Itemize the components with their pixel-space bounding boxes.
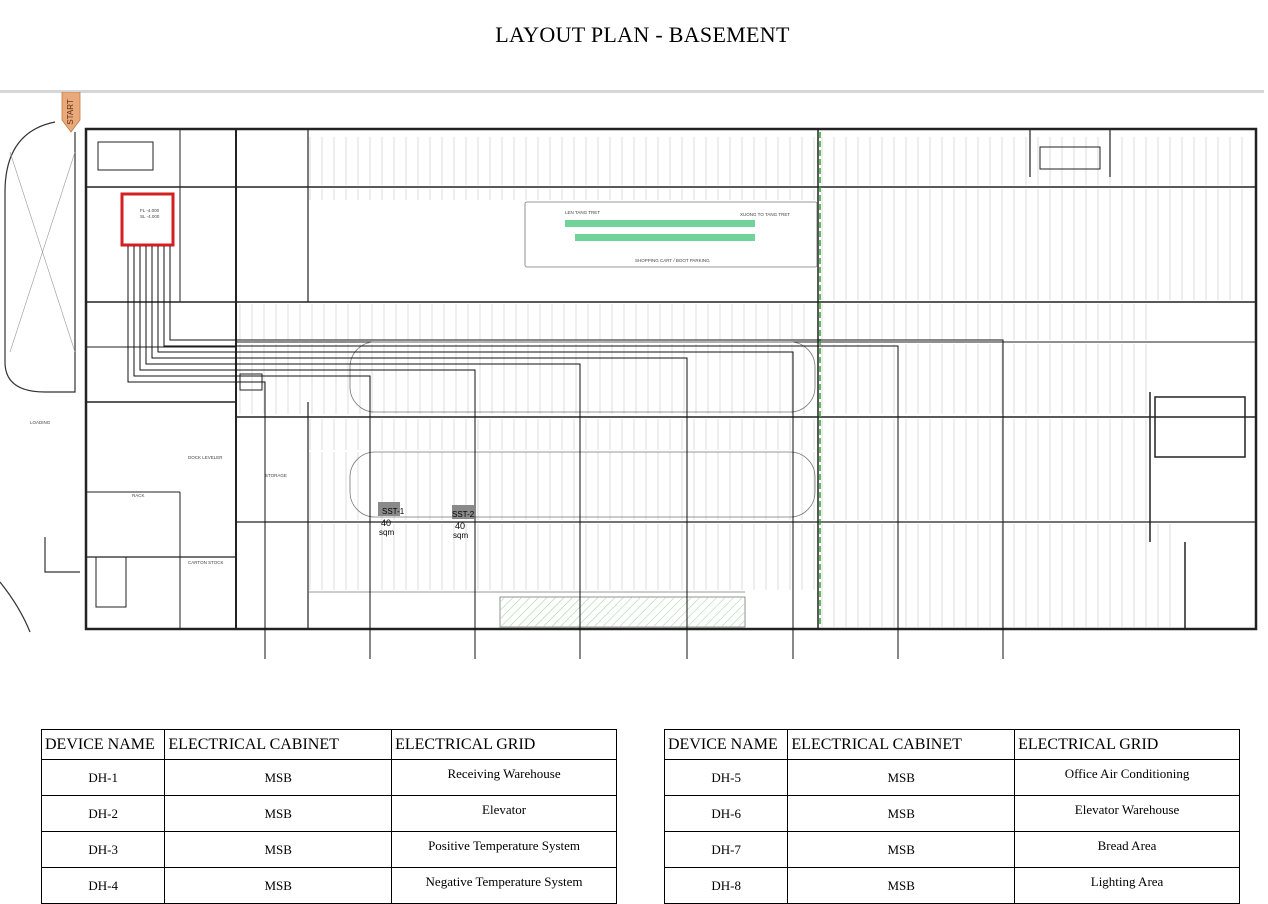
table-row (42, 796, 617, 832)
ramp-bar (575, 234, 755, 241)
basement-floor-plan (0, 92, 1268, 667)
store-sst-1 (378, 502, 405, 537)
device-name-cell: DH-5 (665, 760, 788, 796)
cabinet-cell: MSB (788, 760, 1015, 796)
svg-text:SST-2: SST-2 (452, 510, 475, 519)
svg-text:40: 40 (381, 518, 392, 528)
svg-text:sqm: sqm (379, 528, 395, 537)
grid-cell: Positive Temperature System (392, 832, 617, 868)
device-name-cell: DH-7 (665, 832, 788, 868)
svg-text:XUONG TO TANG TRET: XUONG TO TANG TRET (740, 212, 791, 217)
header-device-name: DEVICE NAME (665, 730, 788, 760)
table-row (42, 760, 617, 796)
room-labels (30, 208, 790, 565)
svg-text:RACK: RACK (132, 493, 145, 498)
grid-cell: Negative Temperature System (392, 868, 617, 904)
site-outline (0, 122, 80, 632)
start-marker (62, 92, 80, 132)
svg-text:LEN TANG TRET: LEN TANG TRET (565, 210, 601, 215)
drive-aisles (308, 202, 817, 627)
table-row (665, 796, 1240, 832)
page-title: LAYOUT PLAN - BASEMENT (495, 22, 790, 47)
table-row (665, 832, 1240, 868)
svg-text:DOCK LEVELER: DOCK LEVELER (188, 455, 223, 460)
grid-cell: Lighting Area (1015, 868, 1240, 904)
hatched-zone (500, 597, 745, 627)
feed-line (128, 246, 265, 659)
device-name-cell: DH-6 (665, 796, 788, 832)
svg-text:STORAGE: STORAGE (265, 473, 287, 478)
device-name-cell: DH-8 (665, 868, 788, 904)
svg-text:FL -4.000: FL -4.000 (140, 208, 160, 213)
header-electrical-grid: ELECTRICAL GRID (392, 730, 617, 760)
svg-text:SL -4.000: SL -4.000 (140, 214, 160, 219)
grid-cell: Receiving Warehouse (392, 760, 617, 796)
table-row (665, 760, 1240, 796)
device-table-right (664, 729, 1240, 904)
cabinet-cell: MSB (165, 832, 392, 868)
cabinet-cell: MSB (165, 868, 392, 904)
svg-text:SST-1: SST-1 (382, 507, 405, 516)
parking-stalls (240, 137, 1242, 627)
svg-text:CARTON STOCK: CARTON STOCK (188, 560, 224, 565)
device-name-cell: DH-1 (42, 760, 165, 796)
svg-text:40: 40 (455, 521, 466, 531)
svg-text:SHOPPING CART / BOOT PARKING: SHOPPING CART / BOOT PARKING (635, 258, 710, 263)
ramp-bar (565, 220, 755, 227)
device-name-cell: DH-3 (42, 832, 165, 868)
header-electrical-grid: ELECTRICAL GRID (1015, 730, 1240, 760)
grid-cell: Office Air Conditioning (1015, 760, 1240, 796)
device-name-cell: DH-4 (42, 868, 165, 904)
table-row (42, 832, 617, 868)
svg-text:LOADING: LOADING (30, 420, 51, 425)
grid-cell: Elevator (392, 796, 617, 832)
cabinet-cell: MSB (788, 868, 1015, 904)
table-header-row (665, 730, 1240, 760)
device-name-cell: DH-2 (42, 796, 165, 832)
header-electrical-cabinet: ELECTRICAL CABINET (788, 730, 1015, 760)
building-walls (86, 129, 1256, 629)
svg-text:sqm: sqm (453, 531, 469, 540)
cabinet-cell: MSB (788, 832, 1015, 868)
table-row (42, 868, 617, 904)
svg-text:START: START (66, 99, 75, 125)
header-electrical-cabinet: ELECTRICAL CABINET (165, 730, 392, 760)
table-header-row (42, 730, 617, 760)
cabinet-cell: MSB (788, 796, 1015, 832)
grid-cell: Bread Area (1015, 832, 1240, 868)
grid-cell: Elevator Warehouse (1015, 796, 1240, 832)
cabinet-cell: MSB (165, 796, 392, 832)
device-table-left (41, 729, 617, 904)
table-row (665, 868, 1240, 904)
msb-cabinet-highlight (122, 194, 173, 245)
header-device-name: DEVICE NAME (42, 730, 165, 760)
cabinet-cell: MSB (165, 760, 392, 796)
